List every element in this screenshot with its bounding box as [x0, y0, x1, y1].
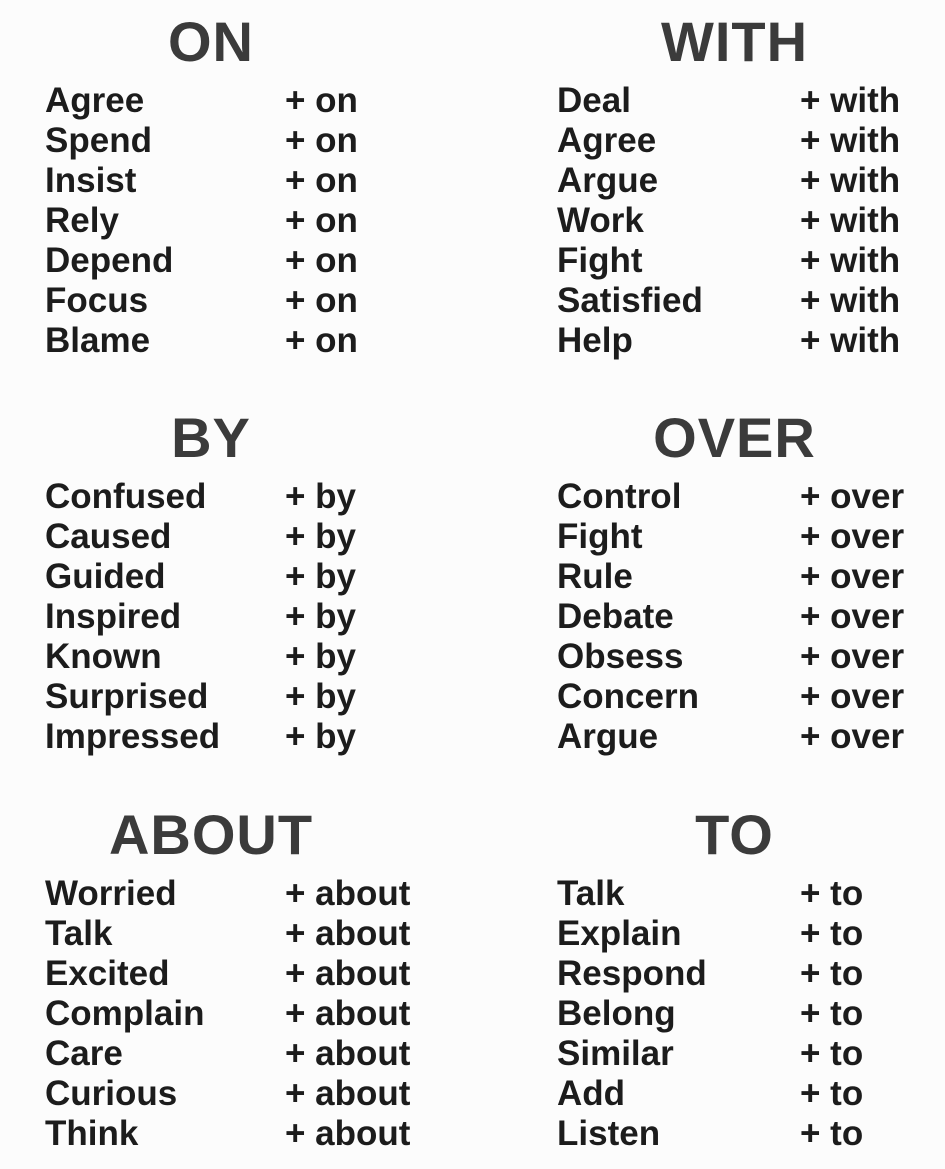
- preposition-label: + with: [800, 201, 901, 240]
- section-to-rows: [557, 874, 912, 1154]
- word-row: [557, 1114, 912, 1154]
- word-row: [557, 994, 912, 1034]
- word-label: Impressed: [45, 717, 221, 756]
- preposition-label: + on: [285, 321, 358, 360]
- word-row: [45, 874, 411, 914]
- word-row: [45, 914, 411, 954]
- preposition-label: + over: [800, 717, 905, 756]
- section-about-rows: [45, 874, 411, 1154]
- preposition-label: + about: [285, 954, 411, 993]
- word-label: Listen: [557, 1114, 661, 1153]
- preposition-label: + with: [800, 81, 901, 120]
- word-label: Surprised: [45, 677, 209, 716]
- word-label: Spend: [45, 121, 152, 160]
- word-label: Blame: [45, 321, 151, 360]
- word-label: Deal: [557, 81, 631, 120]
- word-row: [45, 994, 411, 1034]
- word-row: [557, 1074, 912, 1114]
- preposition-label: + to: [800, 1034, 864, 1073]
- word-label: Satisfied: [557, 281, 703, 320]
- word-row: [557, 637, 912, 677]
- word-row: [45, 954, 411, 994]
- preposition-label: + with: [800, 321, 901, 360]
- section-about-heading: ABOUT: [108, 803, 314, 866]
- preposition-label: + about: [285, 914, 411, 953]
- word-row: [557, 677, 912, 717]
- section-over-rows: [557, 477, 912, 757]
- preposition-label: + to: [800, 1114, 864, 1153]
- preposition-label: + about: [285, 994, 411, 1033]
- word-row: [557, 121, 912, 161]
- preposition-label: + on: [285, 121, 358, 160]
- word-row: [557, 477, 912, 517]
- word-label: Focus: [45, 281, 149, 320]
- preposition-label: + over: [800, 677, 905, 716]
- preposition-label: + on: [285, 81, 358, 120]
- section-about: [45, 803, 411, 1154]
- word-label: Argue: [557, 717, 659, 756]
- preposition-label: + to: [800, 1074, 864, 1113]
- preposition-label: + to: [800, 874, 864, 913]
- word-label: Care: [45, 1034, 123, 1073]
- word-row: [45, 477, 377, 517]
- word-row: [45, 1074, 411, 1114]
- word-label: Respond: [557, 954, 707, 993]
- preposition-label: + with: [800, 241, 901, 280]
- word-label: Inspired: [45, 597, 182, 636]
- word-label: Work: [557, 201, 644, 240]
- preposition-label: + by: [285, 477, 357, 516]
- word-row: [45, 241, 377, 281]
- preposition-label: + by: [285, 597, 357, 636]
- section-by-rows: [45, 477, 377, 757]
- word-label: Explain: [557, 914, 682, 953]
- preposition-label: + over: [800, 597, 905, 636]
- word-label: Insist: [45, 161, 137, 200]
- word-label: Rely: [45, 201, 119, 240]
- preposition-label: + on: [285, 241, 358, 280]
- preposition-label: + by: [285, 517, 357, 556]
- section-with-heading: WITH: [660, 10, 809, 73]
- word-row: [45, 637, 377, 677]
- preposition-label: + over: [800, 477, 905, 516]
- word-label: Think: [45, 1114, 139, 1153]
- preposition-label: + by: [285, 557, 357, 596]
- word-label: Concern: [557, 677, 699, 716]
- preposition-label: + on: [285, 281, 358, 320]
- word-label: Worried: [45, 874, 177, 913]
- word-row: [45, 81, 377, 121]
- preposition-label: + to: [800, 954, 864, 993]
- word-row: [557, 954, 912, 994]
- word-row: [557, 597, 912, 637]
- word-row: [45, 121, 377, 161]
- section-over: [557, 406, 912, 757]
- word-label: Argue: [557, 161, 659, 200]
- preposition-label: + about: [285, 1074, 411, 1113]
- preposition-label: + on: [285, 201, 358, 240]
- word-label: Depend: [45, 241, 174, 280]
- word-row: [45, 597, 377, 637]
- preposition-label: + about: [285, 874, 411, 913]
- preposition-label: + with: [800, 281, 901, 320]
- word-row: [557, 321, 912, 361]
- word-label: Fight: [557, 517, 643, 556]
- preposition-label: + over: [800, 517, 905, 556]
- word-label: Curious: [45, 1074, 178, 1113]
- word-label: Obsess: [557, 637, 684, 676]
- section-on-rows: [45, 81, 377, 361]
- word-row: [45, 321, 377, 361]
- word-row: [45, 1034, 411, 1074]
- word-label: Control: [557, 477, 682, 516]
- preposition-label: + on: [285, 161, 358, 200]
- word-row: [557, 914, 912, 954]
- preposition-label: + by: [285, 717, 357, 756]
- word-row: [45, 717, 377, 757]
- preposition-label: + with: [800, 121, 901, 160]
- word-label: Confused: [45, 477, 207, 516]
- section-by: [45, 406, 377, 757]
- section-to: [557, 803, 912, 1154]
- word-label: Add: [557, 1074, 626, 1113]
- word-row: [557, 81, 912, 121]
- section-with-rows: [557, 81, 912, 361]
- word-label: Agree: [557, 121, 657, 160]
- preposition-label: + about: [285, 1034, 411, 1073]
- word-row: [45, 281, 377, 321]
- word-row: [45, 1114, 411, 1154]
- word-label: Complain: [45, 994, 205, 1033]
- preposition-label: + by: [285, 637, 357, 676]
- word-row: [45, 517, 377, 557]
- word-row: [557, 281, 912, 321]
- word-label: Belong: [557, 994, 676, 1033]
- word-label: Debate: [557, 597, 674, 636]
- section-with: [557, 10, 912, 361]
- word-row: [45, 557, 377, 597]
- word-label: Help: [557, 321, 633, 360]
- preposition-label: + to: [800, 914, 864, 953]
- preposition-label: + over: [800, 557, 905, 596]
- preposition-label: + over: [800, 637, 905, 676]
- section-to-heading: TO: [695, 803, 774, 866]
- word-label: Excited: [45, 954, 170, 993]
- word-label: Guided: [45, 557, 166, 596]
- preposition-label: + by: [285, 677, 357, 716]
- preposition-label: + with: [800, 161, 901, 200]
- word-label: Fight: [557, 241, 643, 280]
- word-label: Similar: [557, 1034, 674, 1073]
- word-row: [557, 1034, 912, 1074]
- word-row: [557, 201, 912, 241]
- section-on-heading: ON: [168, 10, 254, 73]
- word-row: [557, 557, 912, 597]
- word-row: [557, 161, 912, 201]
- word-row: [45, 161, 377, 201]
- word-row: [557, 241, 912, 281]
- word-row: [557, 517, 912, 557]
- word-label: Rule: [557, 557, 633, 596]
- preposition-label: + about: [285, 1114, 411, 1153]
- word-row: [45, 201, 377, 241]
- word-row: [557, 717, 912, 757]
- section-over-heading: OVER: [653, 406, 816, 469]
- word-label: Talk: [45, 914, 113, 953]
- section-by-heading: BY: [171, 406, 251, 469]
- section-on: [45, 10, 377, 361]
- word-row: [557, 874, 912, 914]
- word-label: Caused: [45, 517, 172, 556]
- word-label: Known: [45, 637, 162, 676]
- preposition-label: + to: [800, 994, 864, 1033]
- word-label: Agree: [45, 81, 145, 120]
- word-label: Talk: [557, 874, 625, 913]
- word-row: [45, 677, 377, 717]
